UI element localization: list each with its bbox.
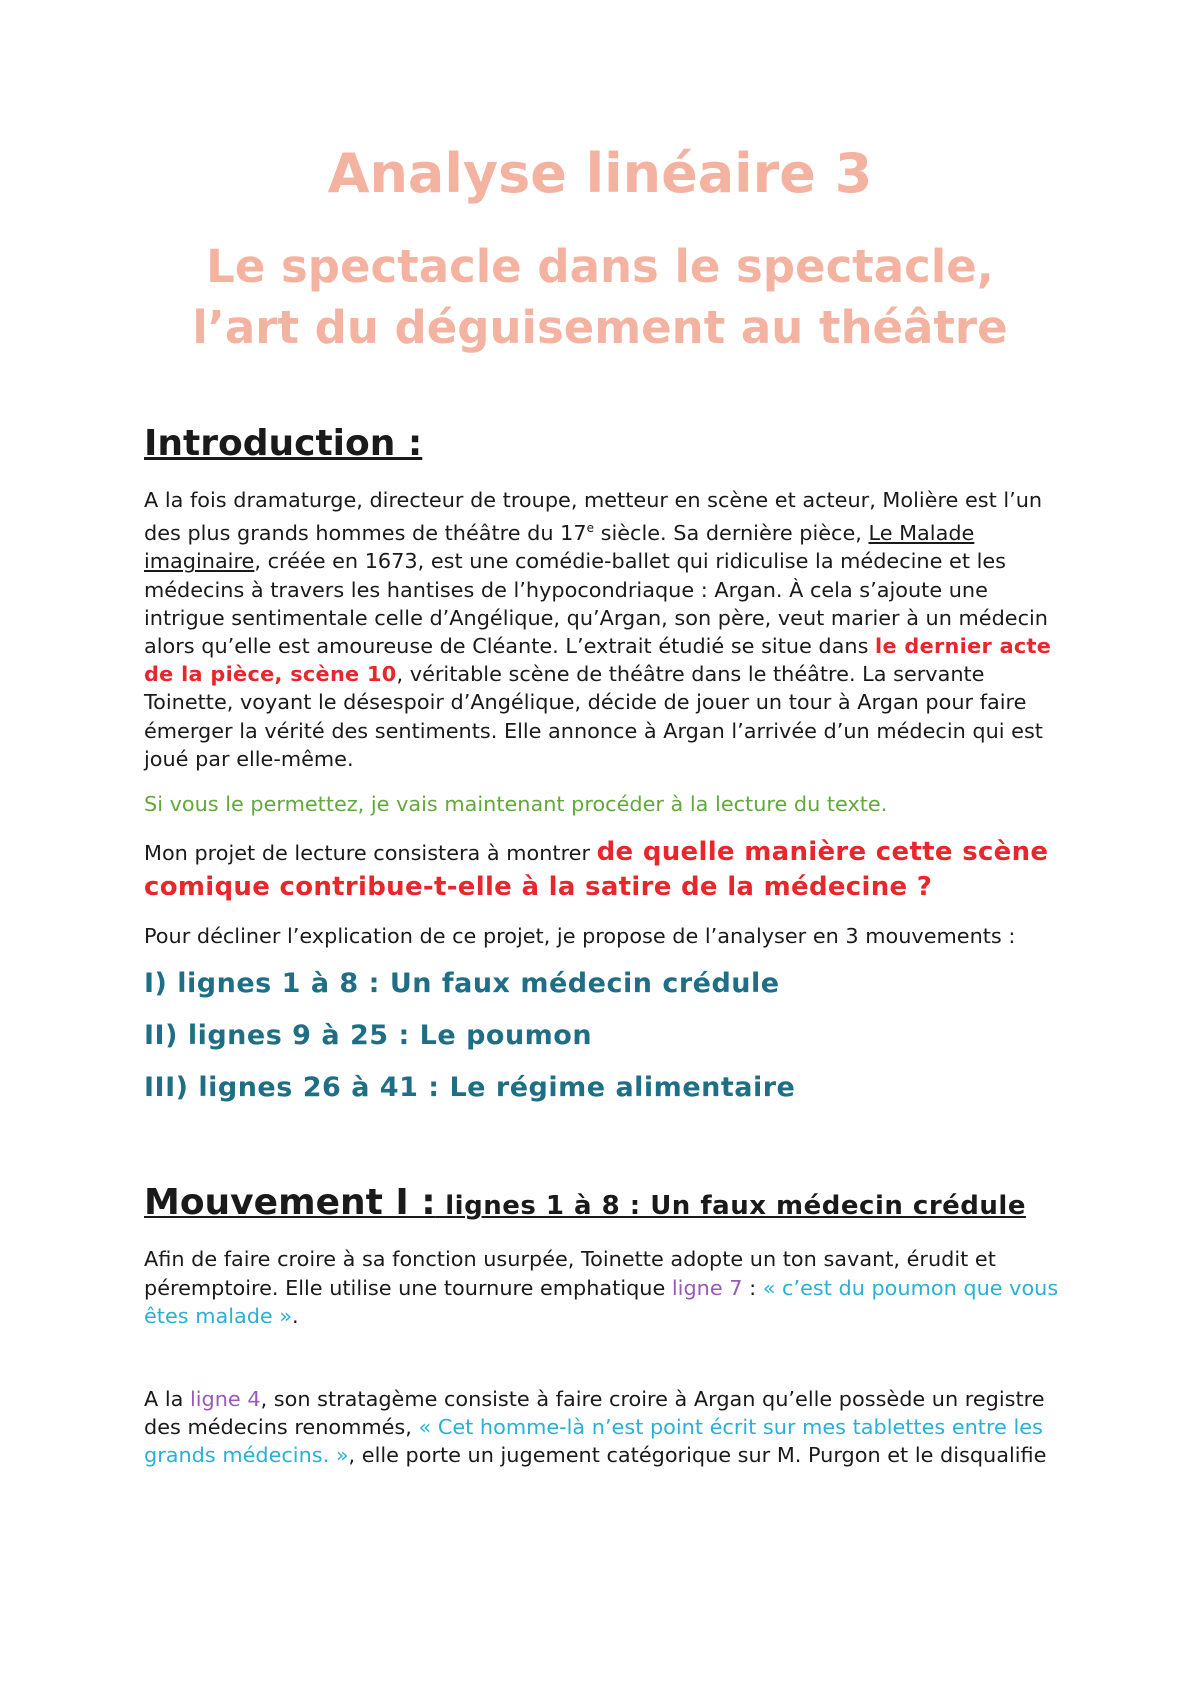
intro-text: A la fois dramaturge, directeur de troupe, metteur en scène et acteur, Molière est l’un des plus grands hommes de théâtre du 17 bbox=[144, 488, 1043, 546]
project-text: Mon projet de lecture consistera à montrer bbox=[144, 841, 597, 866]
intro-text: , créée en 1673, est une comédie-ballet qui ridiculise la médecine et les médecins à travers les hantises de l’hypocondriaque : Argan. À cela s’ajoute une intrigue sentimentale celle d’Angélique, qu’Argan, son père, veut marier à un médecin alors qu’elle est amoureuse de Cléante. L’extrait étudié se situe dans bbox=[144, 549, 1048, 658]
project-question: de quelle manière cette scène comique contribue-t-elle à la satire de la médecine ? bbox=[144, 837, 1049, 903]
intro-text: , véritable scène de théâtre dans le théâtre. La servante Toinette, voyant le désespoir d’Angélique, décide de jouer un tour à Argan pour faire émerger la vérité des sentiments. Elle annonce à Argan l’arrivée d’un médecin qui est joué par elle-même. bbox=[144, 662, 1043, 771]
movement-item-2: II) lignes 9 à 25 : Le poumon bbox=[144, 1020, 593, 1052]
subtitle-line-1: Le spectacle dans le spectacle, bbox=[206, 240, 994, 293]
subtitle-line-2: l’art du déguisement au théâtre bbox=[192, 301, 1008, 354]
movement-1-heading bbox=[144, 1183, 1074, 1227]
line-reference: ligne 4 bbox=[189, 1386, 261, 1411]
plan-announcement: Pour décliner l’explication de ce projet, je propose de l’analyser en 3 mouvements : bbox=[144, 924, 1016, 949]
movement-1-heading-big: Mouvement I : bbox=[144, 1182, 436, 1224]
introduction-heading: Introduction : bbox=[144, 423, 423, 464]
document-title: Analyse linéaire 3 bbox=[327, 142, 873, 205]
text-quotation: « Cet homme-là n’est point écrit sur mes tablettes entre les grands médecins. » bbox=[144, 1415, 1043, 1468]
analysis-text: , son stratagème consiste à faire croire à Argan qu’elle possède un registre des médecins renommés, bbox=[144, 1386, 1045, 1440]
movement-1-paragraph-1 bbox=[144, 1245, 1074, 1330]
analysis-text: Afin de faire croire à sa fonction usurpée, Toinette adopte un ton savant, érudit et péremptoire. Elle utilise une tournure emphatique bbox=[144, 1247, 996, 1300]
analysis-text: , elle porte un jugement catégorique sur M. Purgon et le disqualifie bbox=[348, 1443, 1047, 1468]
century-superscript: e bbox=[586, 521, 595, 536]
analysis-text: : bbox=[742, 1275, 763, 1300]
reading-project bbox=[144, 835, 1074, 905]
movements-list bbox=[144, 967, 1074, 1105]
reading-announcement: Si vous le permettez, je vais maintenant procéder à la lecture du texte. bbox=[144, 791, 888, 816]
text-quotation: « c’est du poumon que vous êtes malade » bbox=[144, 1275, 1059, 1328]
movement-1-paragraph-2 bbox=[144, 1385, 1074, 1470]
analysis-text: . bbox=[292, 1303, 299, 1328]
document-subtitle bbox=[0, 236, 1200, 358]
movement-item-3: III) lignes 26 à 41 : Le régime alimentaire bbox=[144, 1072, 796, 1104]
introduction-paragraph bbox=[144, 486, 1074, 773]
intro-text: siècle. Sa dernière pièce, bbox=[594, 521, 869, 546]
play-title: Le Malade imaginaire bbox=[144, 521, 975, 574]
movement-item-1: I) lignes 1 à 8 : Un faux médecin crédule bbox=[144, 968, 780, 1000]
line-reference: ligne 7 bbox=[671, 1275, 743, 1300]
analysis-text: A la bbox=[144, 1386, 190, 1411]
movement-1-heading-small: lignes 1 à 8 : Un faux médecin crédule bbox=[435, 1191, 1026, 1222]
spacer bbox=[144, 1347, 1074, 1385]
scene-location-highlight: le dernier acte de la pièce, scène 10 bbox=[144, 633, 1052, 687]
document-body bbox=[144, 424, 1074, 1487]
